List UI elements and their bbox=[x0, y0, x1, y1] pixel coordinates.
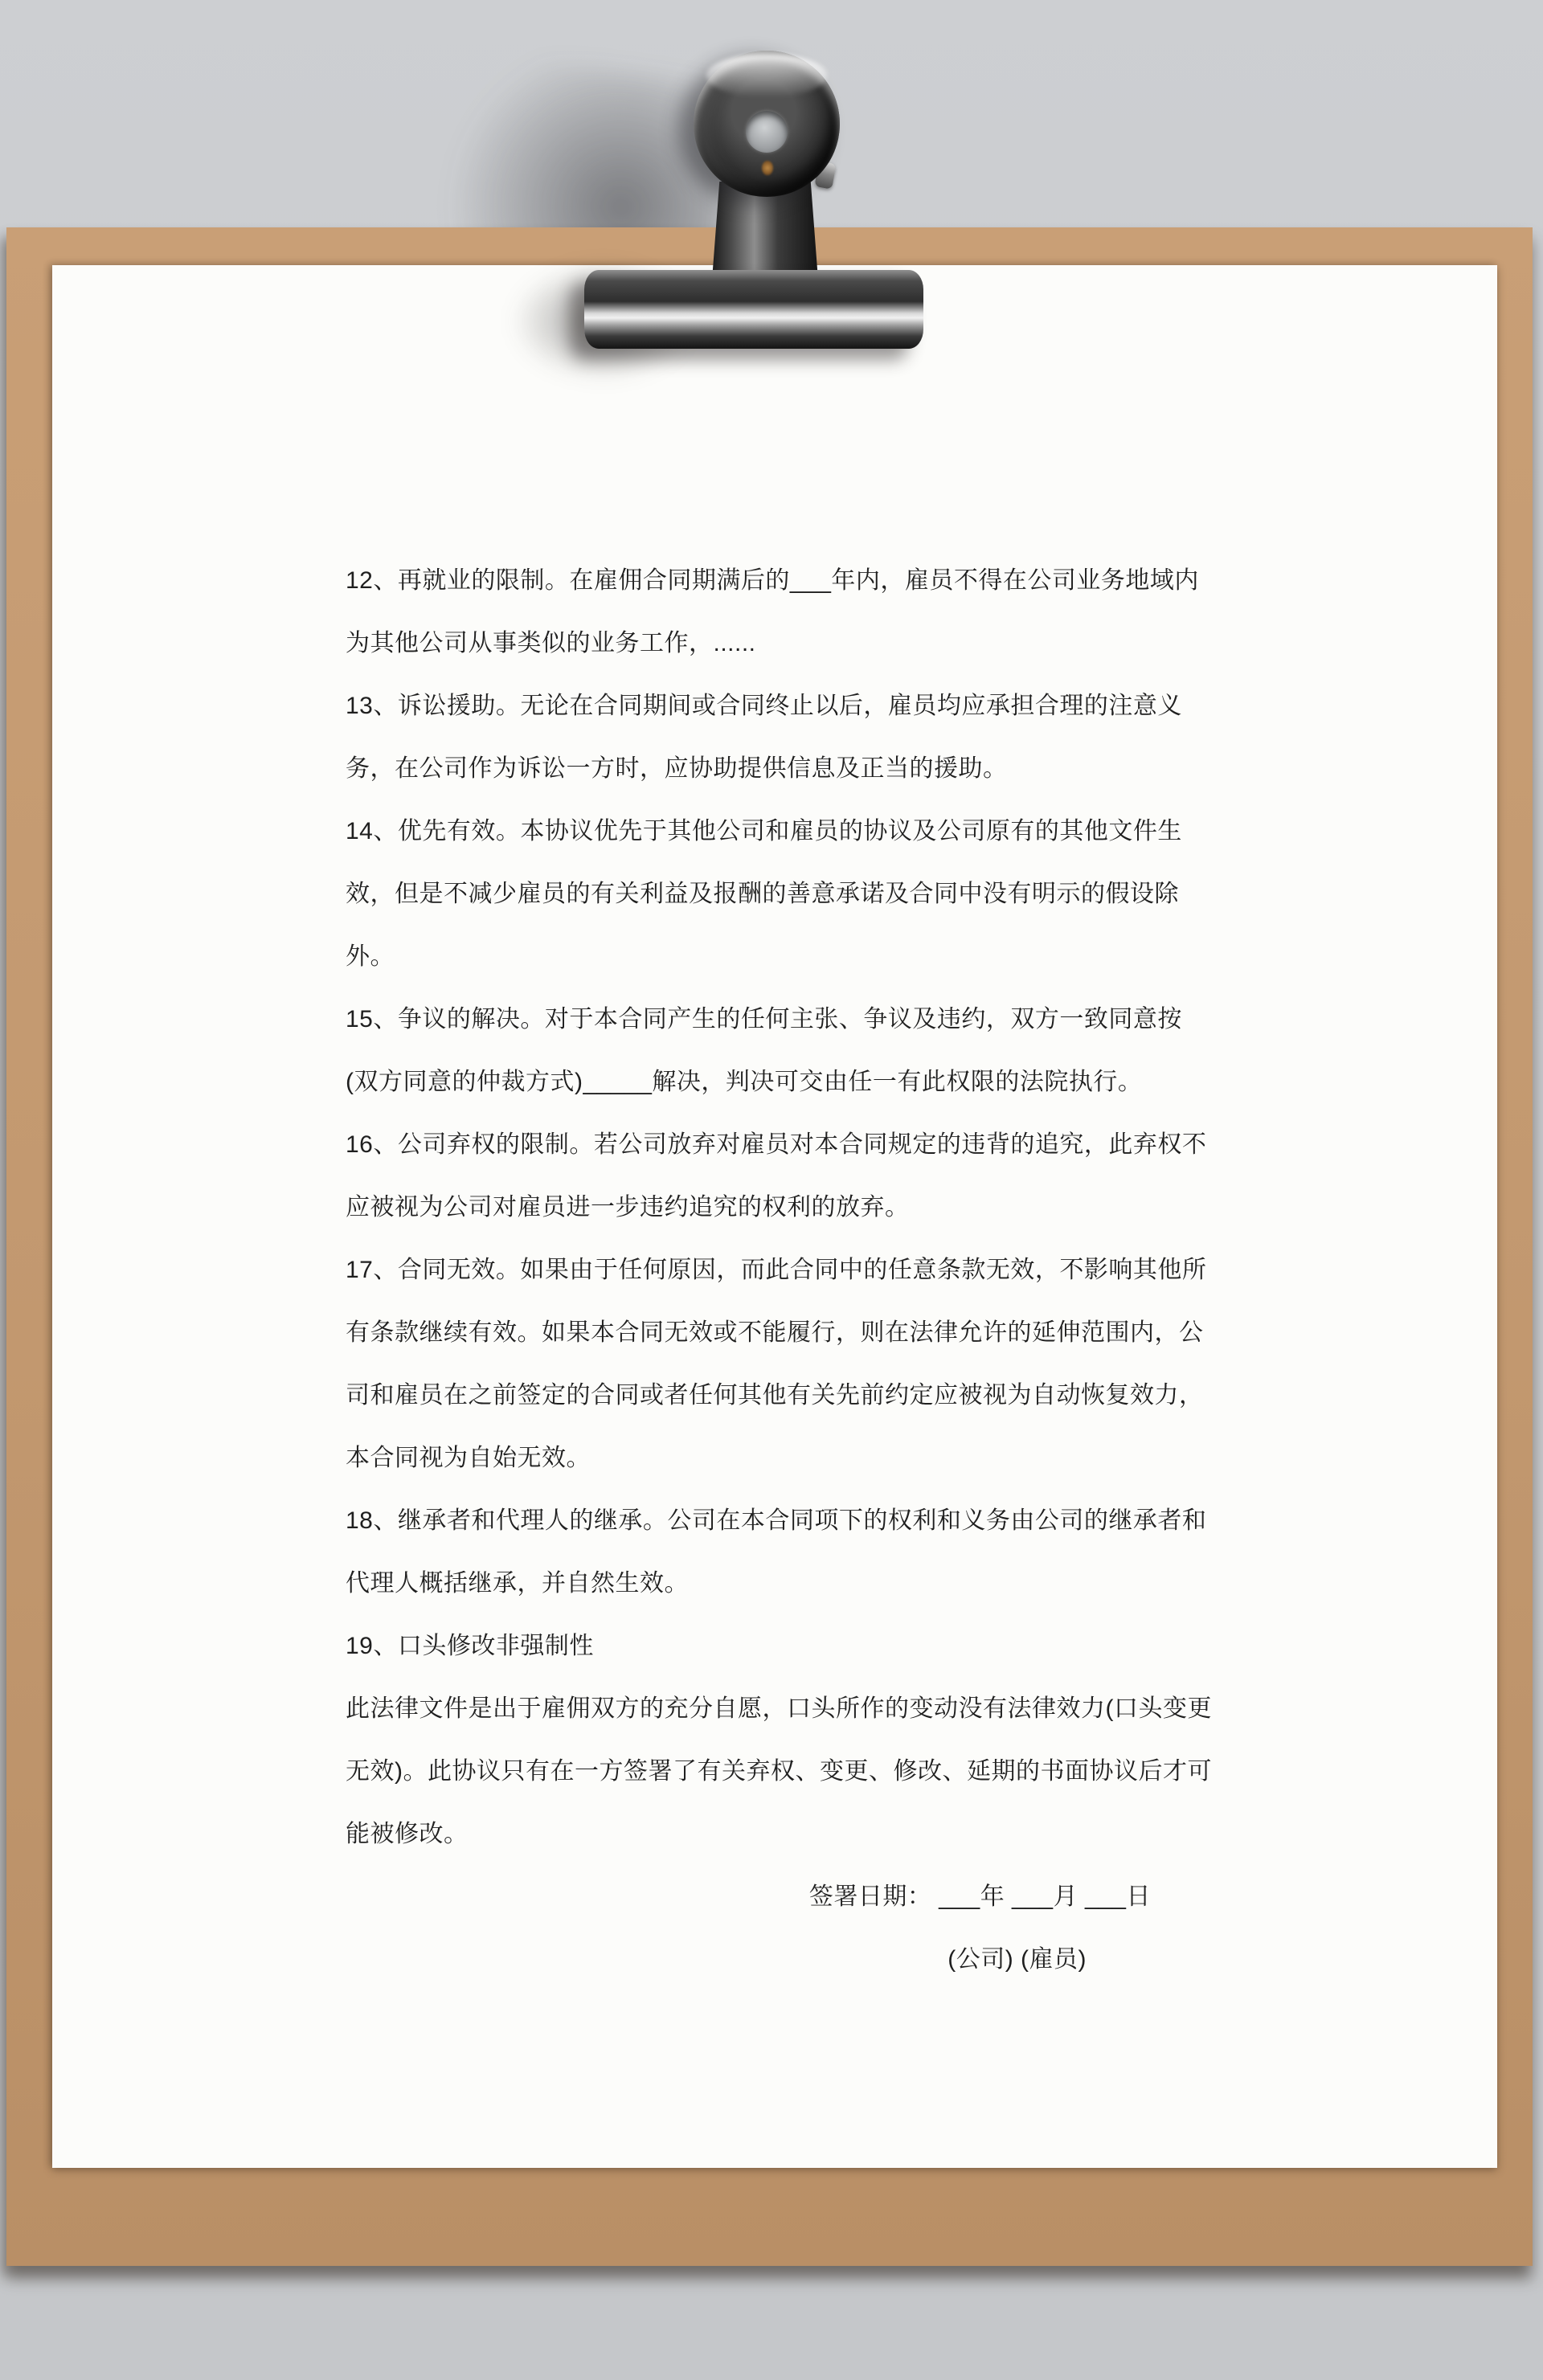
contract-paragraph: 17、合同无效。如果由于任何原因，而此合同中的任意条款无效，不影响其他所有条款继续有效。如果本合同无效或不能履行，则在法律允许的延伸范围内，公司和雇员在之前签定的合同或者任何其他有关先前约定应被视为自动恢复效力，本合同视为自始无效。 bbox=[346, 1257, 1207, 1471]
contract-paragraph: 16、公司弃权的限制。若公司放弃对雇员对本合同规定的违背的追究，此弃权不应被视为公司对雇员进一步违约追究的权利的放弃。 bbox=[346, 1131, 1207, 1221]
contract-paragraph: 14、优先有效。本协议优先于其他公司和雇员的协议及公司原有的其他文件生效，但是不减少雇员的有关利益及报酬的善意承诺及合同中没有明示的假设除外。 bbox=[346, 818, 1182, 970]
contract-paragraph: 13、诉讼援助。无论在合同期间或合同终止以后，雇员均应承担合理的注意义务，在公司作为诉讼一方时，应协助提供信息及正当的援助。 bbox=[346, 693, 1182, 782]
binder-clip-bar bbox=[584, 270, 923, 349]
binder-clip-glint bbox=[762, 161, 773, 175]
contract-paragraph: 15、争议的解决。对于本合同产生的任何主张、争议及违约，双方一致同意按(双方同意的仲裁方式)_____解决，判决可交由任一有此权限的法院执行。 bbox=[346, 1006, 1182, 1095]
contract-paragraph: 18、继承者和代理人的继承。公司在本合同项下的权利和义务由公司的继承者和代理人概括继承，并自然生效。 bbox=[346, 1507, 1207, 1597]
binder-clip-hole bbox=[746, 111, 788, 153]
contract-paragraph: 此法律文件是出于雇佣双方的充分自愿，口头所作的变动没有法律效力(口头变更无效)。此协议只有在一方签署了有关弃权、变更、修改、延期的书面协议后才可能被修改。 bbox=[346, 1695, 1212, 1847]
contract-paper bbox=[52, 265, 1497, 2168]
signature-date-line: 签署日期： ___年 ___月 ___日 bbox=[808, 1883, 1151, 1910]
contract-paragraph: 19、口头修改非强制性 bbox=[346, 1633, 594, 1659]
signature-parties-line: (公司) (雇员) bbox=[947, 1946, 1087, 1973]
contract-text-block bbox=[346, 550, 1214, 1991]
contract-paragraph: 12、再就业的限制。在雇佣合同期满后的___年内，雇员不得在公司业务地域内为其他公司从事类似的业务工作，...... bbox=[346, 567, 1199, 656]
